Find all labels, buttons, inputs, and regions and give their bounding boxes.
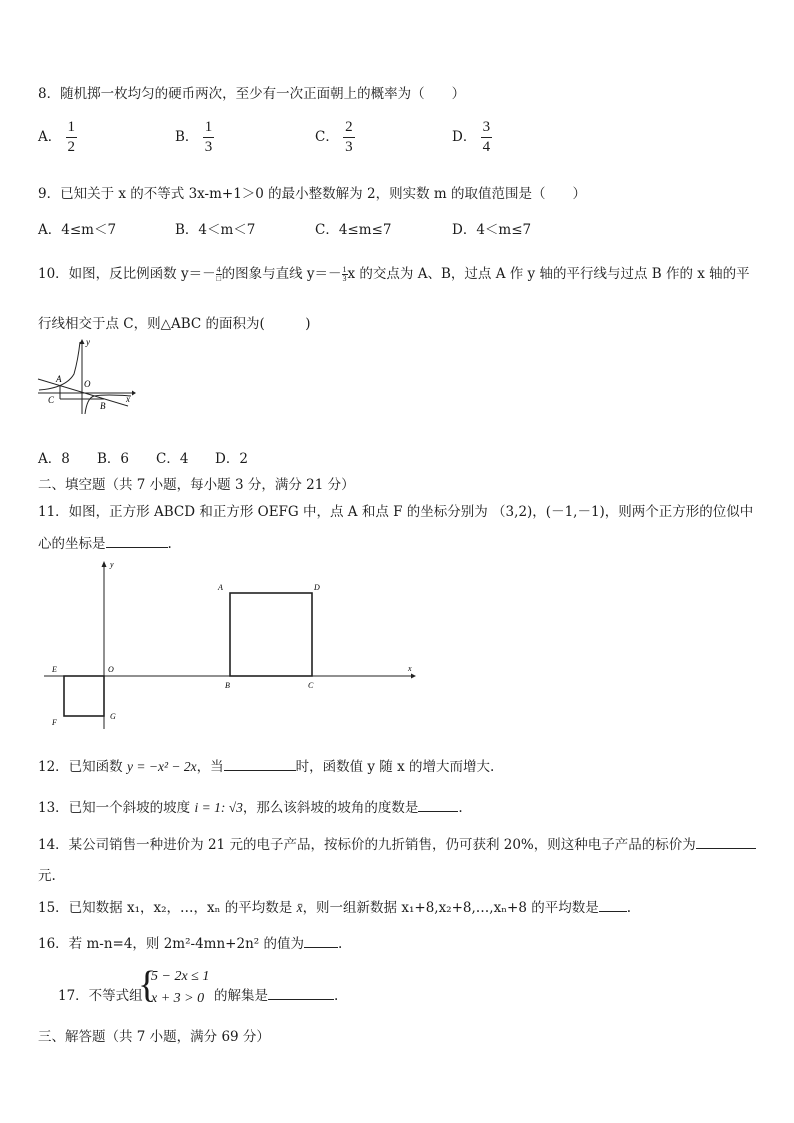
label-x: x (408, 664, 412, 673)
answer-blank (696, 836, 756, 849)
q10-option-c: C．4 (156, 451, 189, 467)
q14-stem (38, 833, 756, 853)
q9-stem: 9．已知关于 x 的不等式 3x-m+1＞0 的最小整数解为 2，则实数 m 的取值范围是（ ） (38, 186, 586, 202)
q8-stem: 8．随机掷一枚均匀的硬币两次，至少有一次正面朝上的概率为（ ） (38, 86, 466, 102)
answer-blank (268, 987, 334, 1000)
label-c: C (308, 681, 314, 690)
q11-text: 心的坐标是 (38, 536, 106, 552)
label-a: A (218, 583, 223, 592)
q12-stem (38, 755, 494, 775)
brace-symbol: { (138, 964, 157, 1006)
q17-text: 的解集是 (214, 988, 268, 1004)
section-title-fill-in: 二、填空题（共 7 小题，每小题 3 分，满分 21 分） (38, 477, 355, 493)
q17-tail (214, 984, 338, 1004)
q9-option-a: A．4≤m＜7 (38, 222, 117, 238)
q12-formula: y = −x² − 2x (126, 759, 197, 774)
q12-text: 时，函数值 y 随 x 的增大而增大. (295, 759, 495, 775)
label-x: x (126, 394, 130, 404)
q14-text: 14．某公司销售一种进价为 21 元的电子产品，按标价的九折销售，仍可获利 20%，则这种电子产品的标价为 (38, 837, 696, 853)
label-a: A (56, 374, 62, 384)
q14-stem-line2: 元. (38, 868, 56, 884)
q9-option-b: B．4＜m＜7 (175, 222, 256, 238)
answer-blank (418, 799, 458, 812)
answer-blank (304, 935, 338, 948)
q13-stem (38, 796, 463, 816)
q17-inequality-2: x + 3 > 0 (151, 991, 205, 1006)
q11-stem-line2 (38, 532, 172, 552)
q13-text: ，那么该斜坡的坡角的度数是 (242, 800, 419, 816)
q8-option-d (452, 120, 492, 155)
q13-end: . (458, 800, 463, 816)
q8-option-c (315, 120, 355, 155)
label-y: y (86, 337, 90, 347)
q10-option-a: A．8 (38, 451, 70, 467)
q8-option-a (38, 120, 77, 155)
q10-stem-part: 10．如图，反比例函数 y＝－ (38, 266, 216, 282)
fraction: $\frac{1}{3}$ (342, 265, 347, 283)
q10-stem-line2: 行线相交于点 C，则△ABC 的面积为( ) (38, 316, 311, 332)
answer-blank (599, 899, 627, 912)
fraction: $\frac{1}{3}$ (204, 119, 213, 155)
q16-stem (38, 932, 342, 952)
q11-figure (40, 557, 420, 732)
q10-stem (38, 262, 750, 283)
q15-end: . (626, 900, 632, 916)
section-title-solutions: 三、解答题（共 7 小题，满分 69 分） (38, 1029, 270, 1045)
label-f: F (52, 718, 57, 727)
q9-option-d: D．4＜m≤7 (452, 222, 532, 238)
q11-end: . (167, 536, 172, 552)
fraction: $\frac{3}{4}$ (482, 119, 491, 155)
q13-text: 13．已知一个斜坡的坡度 (38, 800, 195, 816)
q17-inequality-1: 5 − 2x ≤ 1 (151, 969, 210, 984)
q10-figure (36, 336, 136, 416)
q15-text: ，则一组新数据 x₁+8,x₂+8,…,xₙ+8 的平均数是 (302, 900, 599, 916)
answer-blank (224, 758, 296, 771)
label-b: B (100, 401, 106, 411)
option-label: B． (175, 129, 199, 145)
label-y: y (110, 560, 114, 569)
x-axis-arrow (411, 674, 416, 679)
option-label: C． (315, 129, 339, 145)
answer-blank (106, 535, 168, 548)
fraction: $\frac{2}{3}$ (345, 119, 353, 155)
square-oefg (64, 676, 104, 716)
label-o: O (108, 665, 114, 674)
q13-formula: i = 1: √3 (194, 800, 243, 815)
label-e: E (52, 665, 57, 674)
q10-stem-part: 的图象与直线 y＝－ (221, 266, 342, 282)
q10-option-b: B．6 (97, 451, 130, 467)
q11-stem: 11．如图，正方形 ABCD 和正方形 OEFG 中，点 A 和点 F 的坐标分别为 （3,2)，(－1,－1)，则两个正方形的位似中 (38, 504, 754, 520)
q10-option-d: D．2 (215, 451, 248, 467)
label-g: G (110, 712, 116, 721)
label-o: O (84, 379, 91, 389)
q12-text: ，当 (196, 759, 224, 775)
q15-text: 15．已知数据 x₁，x₂，…，xₙ 的平均数是 (38, 900, 297, 916)
q10-stem-part: x 的交点为 A、B，过点 A 作 y 轴的平行线与过点 B 作的 x 轴的平 (347, 266, 750, 282)
q8-option-b (175, 120, 214, 155)
option-label: D． (452, 129, 477, 145)
q15-xbar: x̄ (296, 900, 303, 915)
square-abcd (230, 593, 312, 676)
q16-text: 16．若 m-n=4，则 2m²-4mn+2n² 的值为 (38, 936, 304, 952)
label-c: C (48, 395, 55, 405)
y-axis-arrow (102, 561, 107, 567)
fraction: $\frac{4}{□}$ (216, 265, 222, 283)
q17-end: . (334, 988, 339, 1004)
q15-stem (38, 896, 631, 916)
q17-label: 17．不等式组 (58, 988, 143, 1004)
label-b: B (225, 681, 230, 690)
option-label: A． (38, 129, 62, 145)
q9-option-c: C．4≤m≤7 (315, 222, 392, 238)
fraction: $\frac{1}{2}$ (67, 119, 76, 155)
label-d: D (314, 583, 320, 592)
q12-text: 12．已知函数 (38, 759, 127, 775)
q16-end: . (337, 936, 343, 952)
x-axis-arrow (132, 391, 136, 396)
